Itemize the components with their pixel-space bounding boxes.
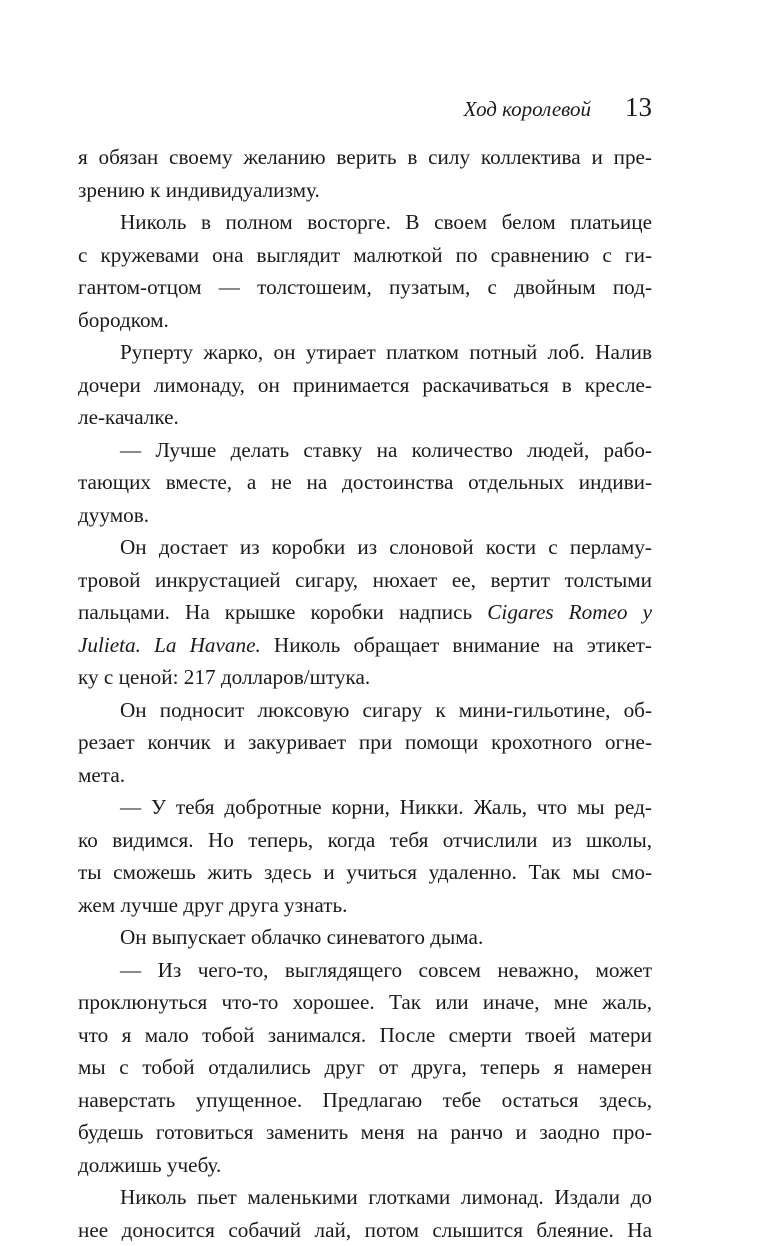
text-line: должишь учебу. — [78, 1149, 652, 1182]
text-line: — У тебя добротные корни, Никки. Жаль, что мы ред- — [78, 791, 652, 824]
brand-name-italic: Cigares Romeo y — [487, 600, 652, 624]
text-line: с кружевами она выглядит малюткой по сравнению с ги- — [78, 239, 652, 272]
text-line — [78, 596, 652, 629]
text-line: ты сможешь жить здесь и учиться удаленно. Так мы смо- — [78, 856, 652, 889]
text-line: ле-качалке. — [78, 401, 652, 434]
text-fragment: Николь обращает внимание на этикет- — [261, 633, 652, 657]
text-line: наверстать упущенное. Предлагаю тебе остаться здесь, — [78, 1084, 652, 1117]
running-title: Ход королевой — [464, 97, 591, 122]
text-line: ку с ценой: 217 долларов/штука. — [78, 661, 652, 694]
text-line: тающих вместе, а не на достоинства отдельных индиви- — [78, 466, 652, 499]
text-line: Он выпускает облачко синеватого дыма. — [78, 921, 652, 954]
text-line: что я мало тобой занимался. После смерти твоей матери — [78, 1019, 652, 1052]
body-text — [78, 141, 652, 1246]
text-line: Он подносит люксовую сигару к мини-гильотине, об- — [78, 694, 652, 727]
text-line: ко видимся. Но теперь, когда тебя отчислили из школы, — [78, 824, 652, 857]
text-line: зрению к индивидуализму. — [78, 174, 652, 207]
text-line: гантом-отцом — толстошеим, пузатым, с двойным под- — [78, 271, 652, 304]
text-line: Николь пьет маленькими глотками лимонад. Издали до — [78, 1181, 652, 1214]
text-line: мета. — [78, 759, 652, 792]
text-fragment: пальцами. На крышке коробки надпись — [78, 600, 487, 624]
text-line: мы с тобой отдалились друг от друга, теперь я намерен — [78, 1051, 652, 1084]
text-line: тровой инкрустацией сигару, нюхает ее, вертит толстыми — [78, 564, 652, 597]
text-line: жем лучше друг друга узнать. — [78, 889, 652, 922]
text-line — [78, 629, 652, 662]
text-line: я обязан своему желанию верить в силу коллектива и пре- — [78, 141, 652, 174]
text-line: бородком. — [78, 304, 652, 337]
text-line: нее доносится собачий лай, потом слышится блеяние. На — [78, 1214, 652, 1246]
text-line: — Из чего-то, выглядящего совсем неважно, может — [78, 954, 652, 987]
text-line: — Лучше делать ставку на количество людей, рабо- — [78, 434, 652, 467]
text-line: Он достает из коробки из слоновой кости с перламу- — [78, 531, 652, 564]
text-line: дуумов. — [78, 499, 652, 532]
page-number: 13 — [625, 92, 652, 123]
brand-name-italic: Julieta. La Havane. — [78, 633, 261, 657]
page-header — [78, 92, 652, 132]
text-line: резает кончик и закуривает при помощи крохотного огне- — [78, 726, 652, 759]
text-line: будешь готовиться заменить меня на ранчо и заодно про- — [78, 1116, 652, 1149]
text-line: проклюнуться что-то хорошее. Так или иначе, мне жаль, — [78, 986, 652, 1019]
text-line: дочери лимонаду, он принимается раскачиваться в кресле- — [78, 369, 652, 402]
text-line: Руперту жарко, он утирает платком потный лоб. Налив — [78, 336, 652, 369]
text-line: Николь в полном восторге. В своем белом платьице — [78, 206, 652, 239]
